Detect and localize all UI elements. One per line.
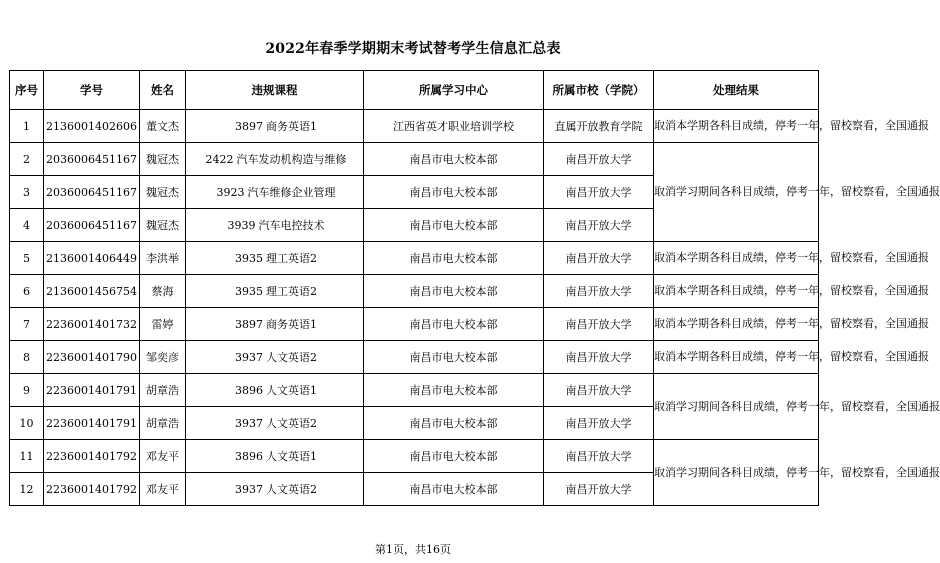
cell-course (186, 143, 364, 176)
cell-center: 南昌市电大校本部 (364, 440, 544, 473)
cell-center: 江西省英才职业培训学校 (364, 110, 544, 143)
header-course: 违规课程 (186, 71, 364, 110)
cell-course (186, 374, 364, 407)
table-row (10, 110, 819, 143)
cell-course (186, 440, 364, 473)
cell-center: 南昌市电大校本部 (364, 176, 544, 209)
cell-name: 董文杰 (140, 110, 186, 143)
course-name: 理工英语2 (266, 252, 317, 265)
header-result: 处理结果 (654, 71, 819, 110)
cell-center: 南昌市电大校本部 (364, 242, 544, 275)
cell-school: 南昌开放大学 (544, 374, 654, 407)
table-row (10, 341, 819, 374)
table-row (10, 275, 819, 308)
cell-student-id: 2136001402606 (44, 110, 140, 143)
cell-school: 南昌开放大学 (544, 176, 654, 209)
cell-student-id: 2236001401791 (44, 407, 140, 440)
cell-name: 邓友平 (140, 473, 186, 506)
cell-school: 直属开放教育学院 (544, 110, 654, 143)
cell-school: 南昌开放大学 (544, 407, 654, 440)
cell-result: 取消本学期各科目成绩，停考一年，留校察看，全国通报 (654, 341, 819, 374)
cell-result: 取消学习期间各科目成绩，停考一年，留校察看，全国通报 (654, 440, 819, 506)
cell-school: 南昌开放大学 (544, 440, 654, 473)
course-code: 3897 (235, 318, 263, 331)
cell-center: 南昌市电大校本部 (364, 341, 544, 374)
course-code: 3937 (235, 417, 263, 430)
cell-seq: 5 (10, 242, 44, 275)
cell-course (186, 308, 364, 341)
cell-name: 胡章浩 (140, 374, 186, 407)
cell-school: 南昌开放大学 (544, 275, 654, 308)
cell-name: 魏冠杰 (140, 143, 186, 176)
cell-course (186, 110, 364, 143)
cell-student-id: 2136001406449 (44, 242, 140, 275)
cell-course (186, 209, 364, 242)
cell-seq: 11 (10, 440, 44, 473)
course-code: 3897 (235, 120, 263, 133)
cell-student-id: 2036006451167 (44, 209, 140, 242)
page-footer: 第1页，共16页 (375, 543, 451, 556)
cell-name: 蔡海 (140, 275, 186, 308)
student-info-table (9, 70, 940, 506)
course-name: 人文英语1 (266, 384, 317, 397)
cell-center: 南昌市电大校本部 (364, 374, 544, 407)
cell-center: 南昌市电大校本部 (364, 275, 544, 308)
course-name: 人文英语1 (266, 450, 317, 463)
cell-result: 取消学习期间各科目成绩，停考一年，留校察看，全国通报 (654, 374, 819, 440)
cell-course (186, 341, 364, 374)
course-code: 3939 (227, 219, 256, 232)
cell-seq: 2 (10, 143, 44, 176)
cell-name: 胡章浩 (140, 407, 186, 440)
table-body (10, 110, 940, 506)
cell-center: 南昌市电大校本部 (364, 143, 544, 176)
cell-center: 南昌市电大校本部 (364, 209, 544, 242)
header-center: 所属学习中心 (364, 71, 544, 110)
header-student-id: 学号 (44, 71, 140, 110)
table-row (10, 374, 819, 407)
cell-seq: 4 (10, 209, 44, 242)
course-code: 3896 (235, 450, 263, 463)
course-code: 3896 (235, 384, 263, 397)
cell-seq: 12 (10, 473, 44, 506)
cell-student-id: 2236001401791 (44, 374, 140, 407)
cell-name: 雷婷 (140, 308, 186, 341)
cell-school: 南昌开放大学 (544, 308, 654, 341)
cell-seq: 10 (10, 407, 44, 440)
cell-student-id: 2236001401792 (44, 473, 140, 506)
course-code: 3935 (235, 252, 263, 265)
header-school: 所属市校（学院） (544, 71, 654, 110)
cell-seq: 3 (10, 176, 44, 209)
cell-course (186, 407, 364, 440)
cell-school: 南昌开放大学 (544, 473, 654, 506)
header-name: 姓名 (140, 71, 186, 110)
cell-result: 取消本学期各科目成绩，停考一年，留校察看，全国通报 (654, 242, 819, 275)
cell-result: 取消本学期各科目成绩，停考一年，留校察看，全国通报 (654, 308, 819, 341)
cell-course (186, 473, 364, 506)
table-row (10, 242, 819, 275)
course-name: 商务英语1 (266, 318, 317, 331)
cell-name: 邹奕彦 (140, 341, 186, 374)
cell-seq: 8 (10, 341, 44, 374)
cell-name: 魏冠杰 (140, 176, 186, 209)
cell-center: 南昌市电大校本部 (364, 407, 544, 440)
cell-school: 南昌开放大学 (544, 143, 654, 176)
course-name: 商务英语1 (266, 120, 317, 133)
cell-course (186, 275, 364, 308)
table-row (10, 440, 819, 473)
course-name: 汽车电控技术 (258, 219, 325, 232)
cell-course (186, 242, 364, 275)
cell-name: 邓友平 (140, 440, 186, 473)
header-seq: 序号 (10, 71, 44, 110)
cell-student-id: 2136001456754 (44, 275, 140, 308)
cell-school: 南昌开放大学 (544, 209, 654, 242)
cell-seq: 7 (10, 308, 44, 341)
cell-seq: 1 (10, 110, 44, 143)
cell-student-id: 2236001401790 (44, 341, 140, 374)
course-name: 人文英语2 (266, 417, 317, 430)
cell-student-id: 2236001401792 (44, 440, 140, 473)
header-row (10, 71, 819, 110)
cell-name: 李洪举 (140, 242, 186, 275)
cell-name: 魏冠杰 (140, 209, 186, 242)
table-row (10, 143, 819, 176)
course-code: 3935 (235, 285, 263, 298)
table-row (10, 308, 819, 341)
cell-course (186, 176, 364, 209)
cell-result: 取消学习期间各科目成绩，停考一年，留校察看，全国通报 (654, 143, 819, 242)
cell-result: 取消本学期各科目成绩，停考一年，留校察看，全国通报 (654, 110, 819, 143)
cell-center: 南昌市电大校本部 (364, 308, 544, 341)
course-code: 3937 (235, 351, 263, 364)
course-name: 人文英语2 (266, 483, 317, 496)
cell-seq: 6 (10, 275, 44, 308)
course-code: 2422 (205, 153, 234, 166)
course-name: 理工英语2 (266, 285, 317, 298)
cell-center: 南昌市电大校本部 (364, 473, 544, 506)
cell-student-id: 2036006451167 (44, 176, 140, 209)
cell-seq: 9 (10, 374, 44, 407)
document-title: 2022年春季学期期末考试替考学生信息汇总表 (265, 41, 561, 57)
course-name: 汽车维修企业管理 (247, 186, 336, 199)
course-name: 汽车发动机构造与维修 (236, 153, 347, 166)
cell-student-id: 2236001401732 (44, 308, 140, 341)
course-name: 人文英语2 (266, 351, 317, 364)
cell-school: 南昌开放大学 (544, 242, 654, 275)
cell-school: 南昌开放大学 (544, 341, 654, 374)
cell-student-id: 2036006451167 (44, 143, 140, 176)
cell-result: 取消本学期各科目成绩，停考一年，留校察看，全国通报 (654, 275, 819, 308)
course-code: 3937 (235, 483, 263, 496)
course-code: 3923 (216, 186, 245, 199)
